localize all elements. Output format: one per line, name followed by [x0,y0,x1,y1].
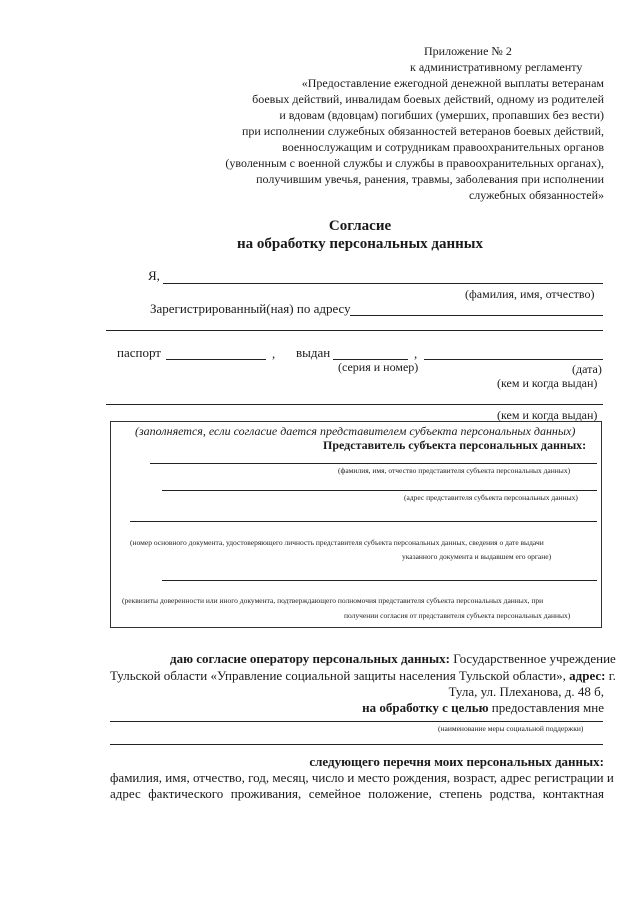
rep-fio-hint: (фамилия, имя, отчество представителя субъекта персональных данных) [338,466,571,475]
representative-note: (заполняется, если согласие дается представителем субъекта персональных данных) [135,424,576,438]
appendix-line: военнослужащим и сотрудникам правоохранительных органов [282,140,604,154]
rep-document-field[interactable] [130,521,597,522]
rep-document-hint: (номер основного документа, удостоверяющего личность представителя субъекта персональных данных, сведения о дате выдачи [130,538,544,547]
consent-bold: даю согласие оператору персональных данных: [170,651,450,666]
appendix-regulation: к административному регламенту [410,60,583,74]
list-heading: следующего перечня моих персональных данных: [309,754,604,769]
rep-power-field[interactable] [162,580,597,581]
appendix-line: служебных обязанностей» [468,188,604,202]
measure-hint: (наименование меры социальной поддержки) [438,724,584,733]
appendix-number: Приложение № 2 [424,44,512,58]
series-hint: (серия и номер) [338,360,419,374]
consent-line-2 [110,668,616,684]
issued-label: выдан [296,345,331,360]
who-when-hint-2: (кем и когда выдан) [497,408,598,422]
rep-document-hint-2: указанного документа и выдавшем его органе) [402,552,552,561]
list-line-1: фамилия, имя, отчество, год, месяц, число и место рождения, возраст, адрес регистрации и [110,770,614,785]
representative-heading: Представитель субъекта персональных данных: [323,438,587,452]
operator-name: Тульской области «Управление социальной защиты населения Тульской области», [110,668,566,683]
fio-hint: (фамилия, имя, отчество) [465,287,595,301]
ya-label: Я, [148,268,160,283]
measure-field-line2[interactable] [110,744,603,745]
consent-operator: Государственное учреждение [449,651,616,666]
comma: , [414,346,418,361]
fio-field[interactable] [163,283,603,284]
rep-fio-field[interactable] [150,463,597,464]
issued-by-field[interactable] [424,359,603,360]
appendix-line: «Предоставление ежегодной денежной выплаты ветеранам [301,76,604,90]
who-when-hint: (кем и когда выдан) [497,376,598,390]
address-tail: г. [605,668,616,683]
consent-line-1 [170,651,616,667]
appendix-line: получившим увечья, ранения, травмы, заболевания при исполнении [256,172,604,186]
purpose-line [362,700,604,716]
appendix-line: при исполнении служебных обязанностей ветеранов боевых действий, [241,124,604,138]
address-field-line2[interactable] [106,330,603,331]
rep-power-hint: (реквизиты доверенности или иного документа, подтверждающего полномочия представителя субъекта персональных данных, при [122,596,544,605]
rep-address-field[interactable] [162,490,597,491]
rep-address-hint: (адрес представителя субъекта персональных данных) [404,493,578,502]
purpose-text: предоставления мне [488,700,604,715]
document-subtitle: на обработку персональных данных [237,236,483,252]
comma: , [272,346,276,361]
appendix-line: (уволенным с военной службы и службы в правоохранительных органах), [225,156,604,170]
registered-label: Зарегистрированный(ная) по адресу [150,301,351,316]
issued-by-field-line2[interactable] [106,404,603,405]
rep-power-hint-2: получении согласия от представителя субъекта персональных данных) [344,611,571,620]
passport-label: паспорт [117,345,161,360]
address-field[interactable] [350,315,603,316]
document-title: Согласие [328,218,392,234]
appendix-line: и вдовам (вдовцам) погибших (умерших, пропавших без вести) [279,108,604,122]
measure-field[interactable] [110,721,603,722]
address-bold: адрес: [565,668,606,683]
appendix-line: боевых действий, инвалидам боевых действий, одному из родителей [252,92,604,106]
list-line-2: адрес фактического проживания, семейное положение, степень родства, контактная [110,786,604,801]
date-hint: (дата) [572,362,602,376]
purpose-bold: на обработку с целью [362,700,489,715]
passport-series-field[interactable] [166,359,266,360]
operator-address: Тула, ул. Плеханова, д. 48 б, [448,684,604,699]
